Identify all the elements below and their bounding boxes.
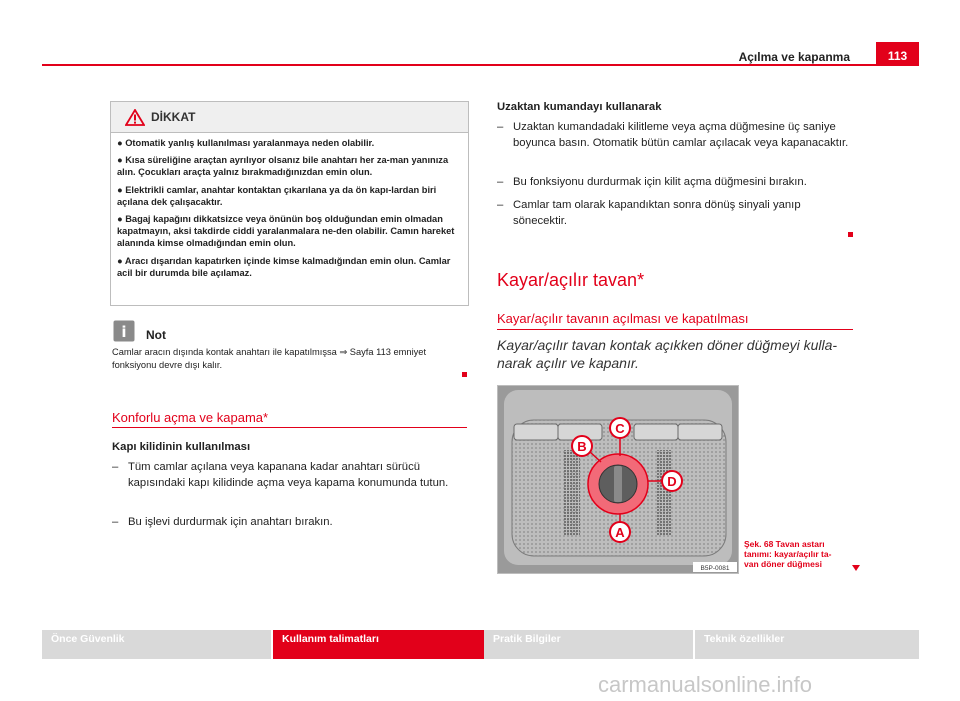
roof-console-illustration: [498, 386, 738, 573]
warning-item: ● Aracı dışarıdan kapatırken içinde kimse kalmadığından emin olun. Camlar acil bir durumda bile açılamaz.: [117, 255, 451, 278]
list-item: – Bu fonksiyonu durdurmak için kilit açma düğmesini bırakın.: [497, 176, 807, 188]
section-title: Kayar/açılır tavanın açılması ve kapatılması: [497, 311, 749, 326]
header-rule: [42, 64, 919, 66]
sunroof-control-figure: [497, 385, 739, 574]
end-marker: [848, 232, 853, 237]
tab-safety[interactable]: Önce Güvenlik: [42, 630, 271, 659]
section-rule: [112, 427, 467, 428]
page-number: 113: [876, 42, 919, 66]
warning-box: [110, 101, 469, 306]
figure-label-c: C: [615, 421, 625, 436]
warning-item: ● Kısa süreliğine araçtan ayrılıyor olsanız bile anahtarı her za-man yanınıza alın. Çocukları araçta yalnız bırakmadığınızdan emin olun.: [117, 155, 449, 178]
figure-caption: Şek. 68 Tavan astarı tanımı: kayar/açılır ta-van döner düğmesi: [744, 539, 832, 569]
list-item: – Bu işlevi durdurmak için anahtarı bırakın.: [112, 516, 333, 528]
list-item: – Tüm camlar açılana veya kapanana kadar anahtarı sürücü kapısındaki kapı kilidinde açma veya kapama konumunda tutun.: [112, 461, 449, 489]
warning-header: [111, 102, 468, 133]
tab-operating-instructions[interactable]: Kullanım talimatları: [273, 630, 492, 659]
warning-item: ● Otomatik yanlış kullanılması yaralanmaya neden olabilir.: [117, 138, 375, 148]
list-item: – Camlar tam olarak kapandıktan sonra dönüş sinyali yanıp sönecektir.: [497, 199, 801, 227]
page-header-title: Açılma ve kapanma: [738, 50, 850, 64]
warning-body: [111, 133, 468, 279]
tab-technical-data[interactable]: Teknik özellikler: [695, 630, 919, 659]
chapter-title: Kayar/açılır tavan*: [497, 270, 645, 290]
warning-title: DİKKAT: [151, 110, 196, 124]
warning-item: ● Bagaj kapağını dikkatsizce veya önünün boş olduğundan emin olmadan kapatmayın, aksi takdirde ciddi yaralanmalara ne-den olabilir. Camın hareket alanında kimse olmadığından emin olun.: [117, 214, 455, 249]
section-title: Konforlu açma ve kapama*: [112, 410, 269, 425]
watermark: carmanualsonline.info: [598, 672, 813, 697]
warning-triangle-icon: [125, 109, 145, 126]
continue-arrow-icon: [852, 565, 860, 571]
tab-practical-info[interactable]: Pratik Bilgiler: [484, 630, 693, 659]
subheading: Uzaktan kumandayı kullanarak: [497, 101, 662, 113]
warning-item: ● Elektrikli camlar, anahtar kontaktan çıkarılana ya da ön kapı-lardan biri açılana dek çalışacaktır.: [117, 184, 437, 207]
figure-label-d: D: [667, 474, 677, 489]
note-text: Camlar aracın dışında kontak anahtarı ile kapatılmışsa ⇒ Sayfa 113 emniyet fonksiyonu devre dışı kalır.: [112, 347, 427, 370]
note-title: Not: [146, 328, 166, 342]
svg-text:i: i: [121, 323, 127, 341]
end-marker: [462, 372, 467, 377]
figure-code: B5P-0081: [700, 565, 730, 572]
figure-label-b: B: [577, 439, 587, 454]
list-item: – Uzaktan kumandadaki kilitleme veya açma düğmesine üç saniye boyunca basın. Otomatik bütün camlar açılacak veya kapanacaktır.: [497, 121, 849, 149]
figure-label-a: A: [615, 525, 625, 540]
subheading: Kapı kilidinin kullanılması: [112, 441, 251, 453]
section-rule: [497, 329, 853, 330]
intro-text: Kayar/açılır tavan kontak açıkken döner düğmeyi kulla-narak açılır ve kapanır.: [497, 337, 838, 371]
note-icon: [113, 320, 135, 342]
